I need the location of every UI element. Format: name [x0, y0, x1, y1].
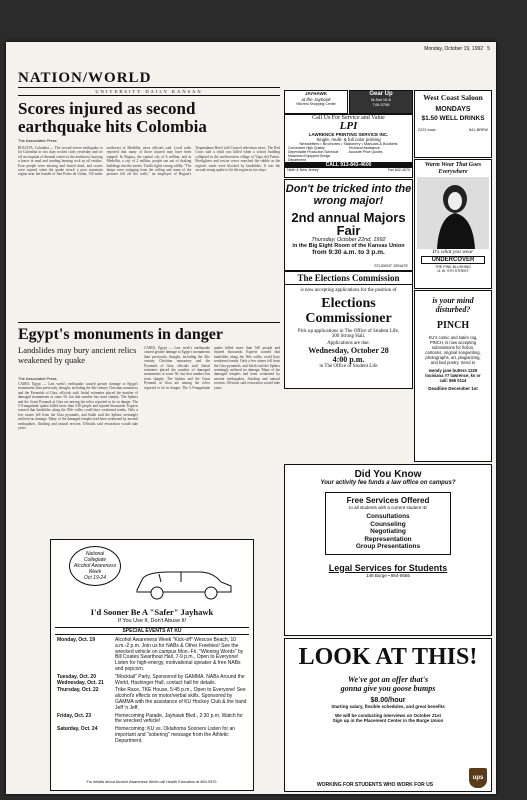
jaybook-line2: at the Jaybook [301, 96, 331, 102]
section-masthead [18, 70, 280, 96]
gear-phone: 749-5758 [372, 102, 390, 107]
event-desc: Alcohol Awareness Week "Kick-off" Wescoe Beach, 10 a.m.-2 p.m. Join us for NABs & Other Freebies! See the wrecked vehicle on campus Mon.-Fri. "Winning Words" by Bill Coates Swarthout Hall, 7-9 p.m., Open to Everyone! Listen for high-energy, motivational speaker & free NABs and popcorn. [115, 637, 244, 672]
lpi-logo: LPI [339, 120, 358, 132]
event-date: Monday, Oct. 19 [57, 637, 95, 643]
event-date: Saturday, Oct. 24 [57, 726, 98, 733]
ups-logo: ups [469, 768, 487, 788]
alcohol-awareness-ad [50, 539, 254, 791]
badge-line4: Week [88, 569, 102, 575]
legal-service-item: Representation [364, 535, 412, 543]
jaybook-line1: JAYHAWK [304, 91, 328, 96]
lpi-services: Newsletters • Brochures • Stationery • Manuals & Booklets [299, 142, 398, 146]
events-title: SPECIAL EVENTS AT KU [55, 627, 249, 635]
majors-location: in the Big Eight Room of the Kansas Union [292, 243, 405, 249]
pinch-deadline: Deadline December 1st [428, 386, 478, 391]
elections-pickup: Pick up applications in The Office of Student Life, 300 Strong Hall. [297, 329, 400, 339]
badge-line1: National [85, 551, 105, 557]
section-title: NATION/WORLD [18, 70, 152, 86]
warm-wear-address: 11 W. 9TH STREET [437, 269, 469, 273]
lpi-call: CALL 913-843-4600 [285, 162, 412, 168]
pinch-name: PINCH [436, 320, 470, 331]
elections-due-place: in The Office of Student Life [319, 364, 378, 369]
badge-line2: Collegiate [83, 557, 107, 563]
newspaper-page [6, 42, 496, 794]
lpi-fax: Fax 842-4570 [387, 168, 410, 172]
lpi-tagline: Single, multi- & full color printing [316, 137, 381, 142]
elections-due-date: Wednesday, October 28 [308, 346, 389, 355]
story2-body-col2: CAIRO, Egypt — Last week's earthquake caused greater damage to Egypt's monuments than previously thought, including the 4th-century Christian monastery and the Pyramids of Giza, officials said. Initial estimates placed the number of damaged monuments at some 50, but that number has risen sharply. The Sphinx and the Great Pyramid at Giza are among the relics reported to be in danger. The 5.9-magnitude quake killed more than 540 people and injured thousands. Experts warned that landslides along the Nile valley could bury weakened tombs. Only a few stones fell from the Giza pyramids, and Salah said the Sphinx seemingly suffered no damage. Many of the damaged temples had been weakened by ancient earthquakes, flooding and natural erosion. Officials said restoration would take years. [144, 346, 280, 390]
event-desc: Homecoming: KU vs. Oklahoma Sooners Listen for an important and "sobering" message from the Athletic Department. [115, 726, 236, 744]
ups-ad [284, 638, 492, 792]
majors-time: from 9:30 a.m. to 3 p.m. [312, 249, 385, 256]
lpi-address: Ninth & New Jersey [287, 168, 319, 172]
story2-body-col1: CAIRO, Egypt — Last week's earthquake caused greater damage to Egypt's monuments than previously thought, including the 4th-century Christian monastery and the Pyramids of Giza, officials said. Initial estimates placed the number of damaged monuments at some 50, but that number has risen sharply. The Sphinx and the Great Pyramid at Giza are among the relics reported to be in danger. The 5.9-magnitude quake killed more than 540 people and injured thousands. Experts warned that landslides along the Nile valley could bury weakened tombs. Only a few stones fell from the Giza pyramids, and Salah said the Sphinx seemingly suffered no damage. Many of the damaged temples had been weakened by ancient earthquakes, flooding and natural erosion. Officials said restoration would take years. [18, 382, 138, 431]
pinch-address: wendy jane butters 1229 louisiana #7 lawrence, ks or call: 865 0114 [425, 368, 481, 383]
saloon-phone: 841-BREW [469, 128, 488, 132]
legal-services-box [325, 492, 451, 555]
majors-headline: Don't be tricked into the wrong major! [285, 183, 412, 207]
gear-ad [349, 90, 413, 114]
elections-title: The Elections Commission [285, 272, 412, 285]
event-row [57, 727, 247, 744]
badge-line3: Alcohol Awareness [73, 563, 117, 569]
gear-name: Gear Up [369, 91, 393, 97]
majors-date: Thursday, October 22nd, 1992 [311, 237, 386, 243]
story2-headline: Egypt's monuments in danger [18, 326, 223, 343]
page-number: 5 [487, 46, 490, 52]
divider [18, 322, 280, 323]
majors-sponsor: STUDENT SENATE [374, 264, 408, 268]
lpi-features-right: Technical Assistance Accurate Price Quotes [348, 146, 383, 154]
ups-line2: gonna give you goose bumps [340, 684, 436, 693]
page-date [424, 46, 490, 52]
warm-wear-store: THE PINK BLUSHING [435, 265, 471, 269]
majors-event: 2nd annual Majors Fair [291, 210, 406, 238]
saloon-address: 2222 Iowa [418, 128, 436, 132]
lpi-header: Call Us For Service and Value [312, 115, 385, 121]
warm-wear-ad [414, 159, 492, 289]
story1-body: BOGOTA, Colombia — The second severe earthquake to hit Colombia in two days rocked cities yesterday and set off an eruption of thermal waters in the northwest, burying a house in mud and sending burning rock as oil residue. Four people were missing and feared dead, and scores were injured when the quake struck a poor mountain region near the hamlet of San Pedro de Uraba, 130 miles northwest of Medellin, news officials said. Local radio reported that many of those injured may have been trapped. In Bogota, the capital city of 6 million, and in Medellin, a city of 2 million, people ran out of shaking buildings into the streets. Traffic lights swung wildly. "The lamps were swinging from the ceiling and some of the pictures fell off the walls," an employee of Bogota's Tequendama Hotel told Caracol television news. The Red Cross said a child was killed when a school building collapsed in the northwestern village of Vigia del Fuerte. Firefighters and rescue crews searched the rubble as the region's roads were blocked by landslides. It was the second strong quake to hit the region in two days. [18, 146, 280, 177]
event-row [57, 714, 247, 726]
story2-byline: The Associated Press [18, 376, 57, 381]
west-coast-saloon-ad [414, 90, 492, 158]
legal-org: Legal Services for Students [328, 562, 448, 573]
jaybook-detail: Hillcrest Shopping Center [296, 102, 336, 106]
majors-fair-ad [284, 179, 413, 271]
event-desc: Trike Race, TKE House, 5:45 p.m., Open to Everyone! See alcohol's effects on motor/verbal skills. Sponsored by GAMMA with the assistance of KU Hockey Club & the band Jeff 'n Jeff. [115, 687, 247, 711]
legal-headline: Did You Know [354, 469, 422, 480]
lpi-features-left: Convenient High Quality Dependable Production Schedule Macintosh Equipped Design Department [288, 146, 339, 162]
alcohol-footer: For details about Alcohol Awareness Week call Health Education at 864-9570. [86, 780, 218, 784]
elections-due-label: Applications are due: [327, 341, 370, 346]
legal-box-title: Free Services Offered [346, 496, 430, 505]
elections-due-time: 4:00 p.m. [332, 355, 365, 364]
legal-sub: Your activity fee funds a law office on campus? [320, 480, 456, 486]
date-text: Monday, October 19, 1992 [424, 46, 484, 52]
story1-byline: The Associated Press [18, 138, 57, 143]
event-desc: "Mocktail" Party, Sponsored by GAMMA. NABs Around the World, Hashinger Hall, contact hall for details. [115, 673, 245, 686]
pinch-ad [414, 290, 492, 462]
model-photo [417, 177, 489, 249]
alcohol-week-badge [69, 546, 121, 586]
ups-headline: LOOK AT THIS! [298, 644, 478, 670]
legal-service-item: Consultations [366, 513, 410, 520]
legal-service-item: Group Presentations [355, 543, 421, 550]
lpi-ad [284, 114, 413, 178]
story2-deck: Landslides may bury ancient relics weakened by quake [18, 345, 137, 365]
legal-service-item: Negotiating [370, 528, 406, 535]
warm-wear-title: Warm Wear That Goes Everywhere [424, 162, 482, 175]
event-date: Thursday, Oct. 22 [57, 687, 99, 694]
jaybook-ad [284, 90, 348, 114]
ups-line1: We've got an offer that's [347, 675, 429, 684]
car-illustration [129, 562, 239, 602]
paper-name: UNIVERSITY DAILY KANSAN [18, 87, 280, 96]
event-row [57, 688, 247, 711]
ups-footer: WORKING FOR STUDENTS WHO WORK FOR US [316, 782, 434, 788]
event-row [57, 675, 247, 687]
gear-hours: M-Sat 10-6 [371, 97, 391, 102]
pinch-header: is your mind disturbed? [432, 296, 474, 314]
legal-services-list [329, 513, 447, 551]
alcohol-sub: If You Use It, Don't Abuse It! [117, 618, 187, 624]
event-date: Friday, Oct. 23 [57, 712, 92, 719]
ups-recruit: We will be conducting interviews on October 21st [335, 713, 441, 718]
saloon-line2: $1.50 WELL DRINKS [421, 115, 485, 122]
legal-services-ad [284, 464, 492, 636]
saloon-line1: MONDAYS [435, 106, 471, 113]
alcohol-slogan: I'd Sooner Be A "Safer" Jayhawk [90, 607, 214, 617]
legal-box-sub: to all students with a current student ID [349, 505, 427, 510]
legal-service-item: Counseling [370, 520, 406, 528]
warm-wear-tagline: It's what you wear [432, 249, 474, 255]
events-list [57, 638, 247, 747]
warm-wear-brand: UNDERCOVER [421, 256, 485, 264]
ups-signup: Sign up in the Placement Center in the Burge Union [332, 718, 444, 723]
story1-headline: Scores injured as second earthquake hits Colombia [18, 99, 207, 136]
pinch-body: KU's comic and satire rag, PINCH, is now accepting submissions for fiction, cartoons, original songwriting, photographs, art, plagiarizing, and bad poetry. Send to [425, 335, 481, 365]
ups-pay: $8.00/hour [370, 697, 406, 704]
event-desc: Homecoming Parade, Jayhawk Blvd., 2:30 p.m. Watch for the wrecked vehicle! [115, 712, 243, 725]
ups-perks: Starting salary, flexible schedules, and great benefits [331, 704, 445, 709]
saloon-name: West Coast Saloon [423, 93, 483, 102]
event-row [57, 638, 247, 673]
elections-position: Elections Commissioner [305, 296, 392, 326]
badge-dates: Oct 19-24 [84, 575, 106, 581]
event-date: Tuesday, Oct. 20 Wednesday, Oct. 21 [57, 673, 104, 686]
legal-org-detail: 148 Burge • 864-5665 [366, 572, 410, 578]
elections-intro: is now accepting applications for the position of [300, 288, 397, 293]
lpi-company: LAWRENCE PRINTING SERVICE INC. [308, 132, 389, 137]
elections-ad [284, 271, 413, 389]
